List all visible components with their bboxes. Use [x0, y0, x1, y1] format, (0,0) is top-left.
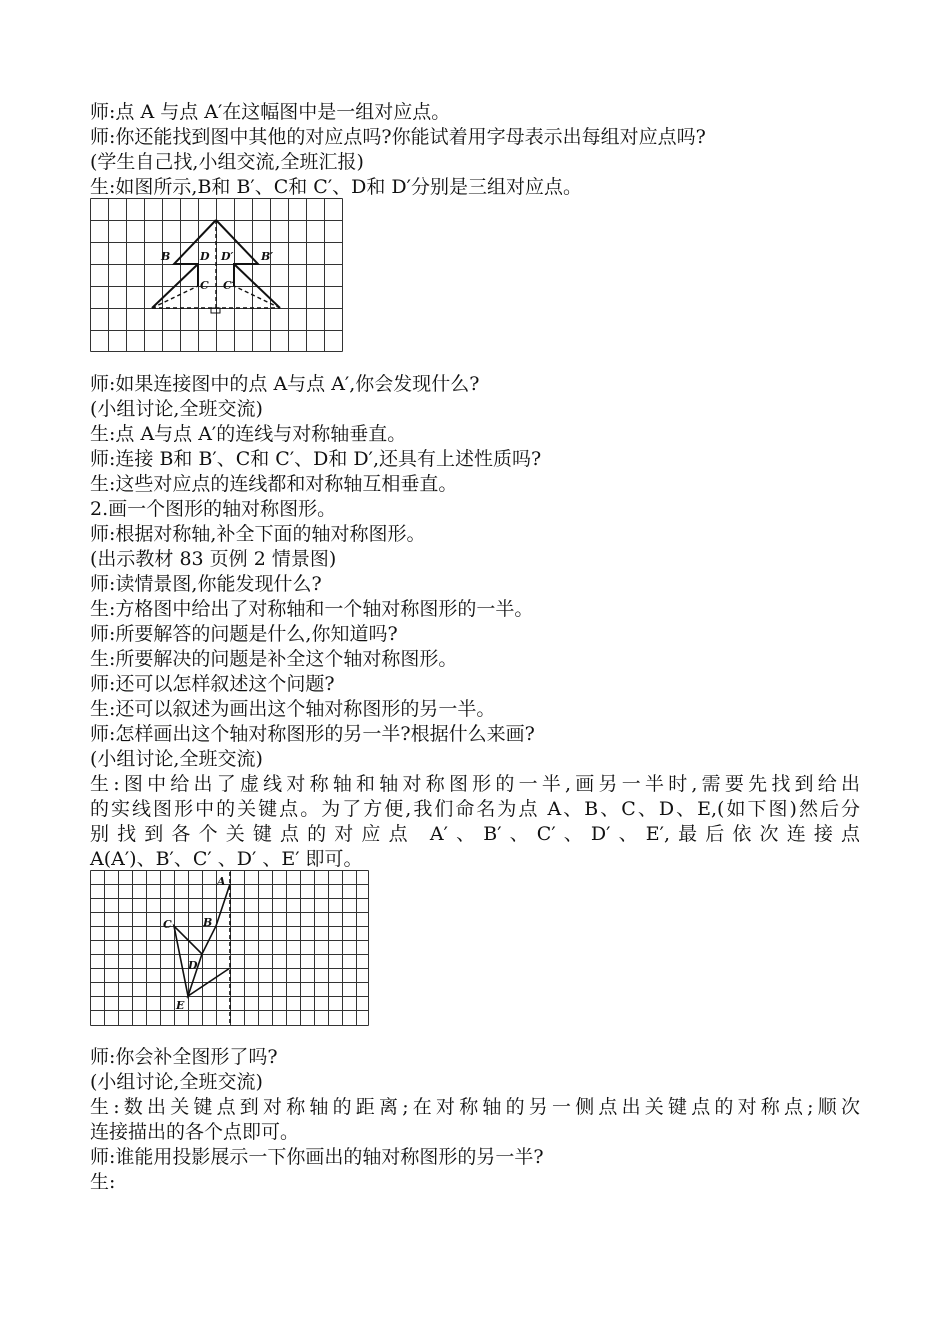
label-C-prime: C′	[223, 279, 235, 292]
text-line: 师:怎样画出这个轴对称图形的另一半?根据什么来画?	[90, 723, 535, 745]
text-line: 生:	[90, 1171, 116, 1193]
figure-symmetric-tree	[90, 198, 346, 354]
text-line: 生:数出关键点到对称轴的距离;在对称轴的另一侧点出关键点的对称点;顺次	[90, 1096, 860, 1118]
text-line: 师:你还能找到图中其他的对应点吗?你能试着用字母表示出每组对应点吗?	[90, 126, 706, 148]
label-D-prime: D′	[221, 250, 234, 263]
text-line: 连接描出的各个点即可。	[90, 1121, 300, 1143]
text-line: 师:你会补全图形了吗?	[90, 1046, 278, 1068]
figure-half-shape	[90, 870, 372, 1028]
text-line: 师:读情景图,你能发现什么?	[90, 573, 322, 595]
label-B-prime: B′	[261, 250, 274, 263]
label-D: D	[200, 250, 210, 263]
text-line: 师:所要解答的问题是什么,你知道吗?	[90, 623, 398, 645]
label-A: A	[217, 875, 226, 888]
text-line: 生:这些对应点的连线都和对称轴互相垂直。	[90, 473, 458, 495]
text-line: 师:根据对称轴,补全下面的轴对称图形。	[90, 523, 426, 545]
text-line: 生:方格图中给出了对称轴和一个轴对称图形的一半。	[90, 598, 534, 620]
text-line: (学生自己找,小组交流,全班汇报)	[90, 151, 364, 173]
text-line: (小组讨论,全班交流)	[90, 398, 263, 420]
text-line: (小组讨论,全班交流)	[90, 748, 263, 770]
paragraph-line: 别找到各个关键点的对应点 A′、B′、C′、D′、E′,最后依次连接点	[90, 823, 860, 845]
text-line: 生:还可以叙述为画出这个轴对称图形的另一半。	[90, 698, 496, 720]
text-line: 师:谁能用投影展示一下你画出的轴对称图形的另一半?	[90, 1146, 544, 1168]
text-line: 生:点 A与点 A′的连线与对称轴垂直。	[90, 423, 407, 445]
label-C: C	[163, 918, 172, 931]
text-line: 师:如果连接图中的点 A与点 A′,你会发现什么?	[90, 373, 480, 395]
section-heading: 2.画一个图形的轴对称图形。	[90, 498, 337, 520]
text-line: 生:如图所示,B和 B′、C和 C′、D和 D′分别是三组对应点。	[90, 176, 582, 198]
text-line: 生:所要解决的问题是补全这个轴对称图形。	[90, 648, 458, 670]
label-E: E	[176, 999, 185, 1012]
paragraph-line: 的实线图形中的关键点。为了方便,我们命名为点 A、B、C、D、E,(如下图)然后分	[90, 798, 860, 820]
paragraph-line: 生:图中给出了虚线对称轴和轴对称图形的一半,画另一半时,需要先找到给出	[90, 773, 860, 795]
text-line: (出示教材 83 页例 2 情景图)	[90, 548, 337, 570]
text-line: (小组讨论,全班交流)	[90, 1071, 263, 1093]
label-D: D	[188, 959, 198, 972]
label-C: C	[200, 279, 209, 292]
label-B: B	[203, 916, 213, 929]
text-line: 师:还可以怎样叙述这个问题?	[90, 673, 335, 695]
label-B: B	[161, 250, 171, 263]
text-line: 师:连接 B和 B′、C和 C′、D和 D′,还具有上述性质吗?	[90, 448, 542, 470]
paragraph-line: A(A′)、B′、C′ 、D′ 、E′ 即可。	[90, 848, 363, 870]
text-line: 师:点 A 与点 A′在这幅图中是一组对应点。	[90, 101, 451, 123]
